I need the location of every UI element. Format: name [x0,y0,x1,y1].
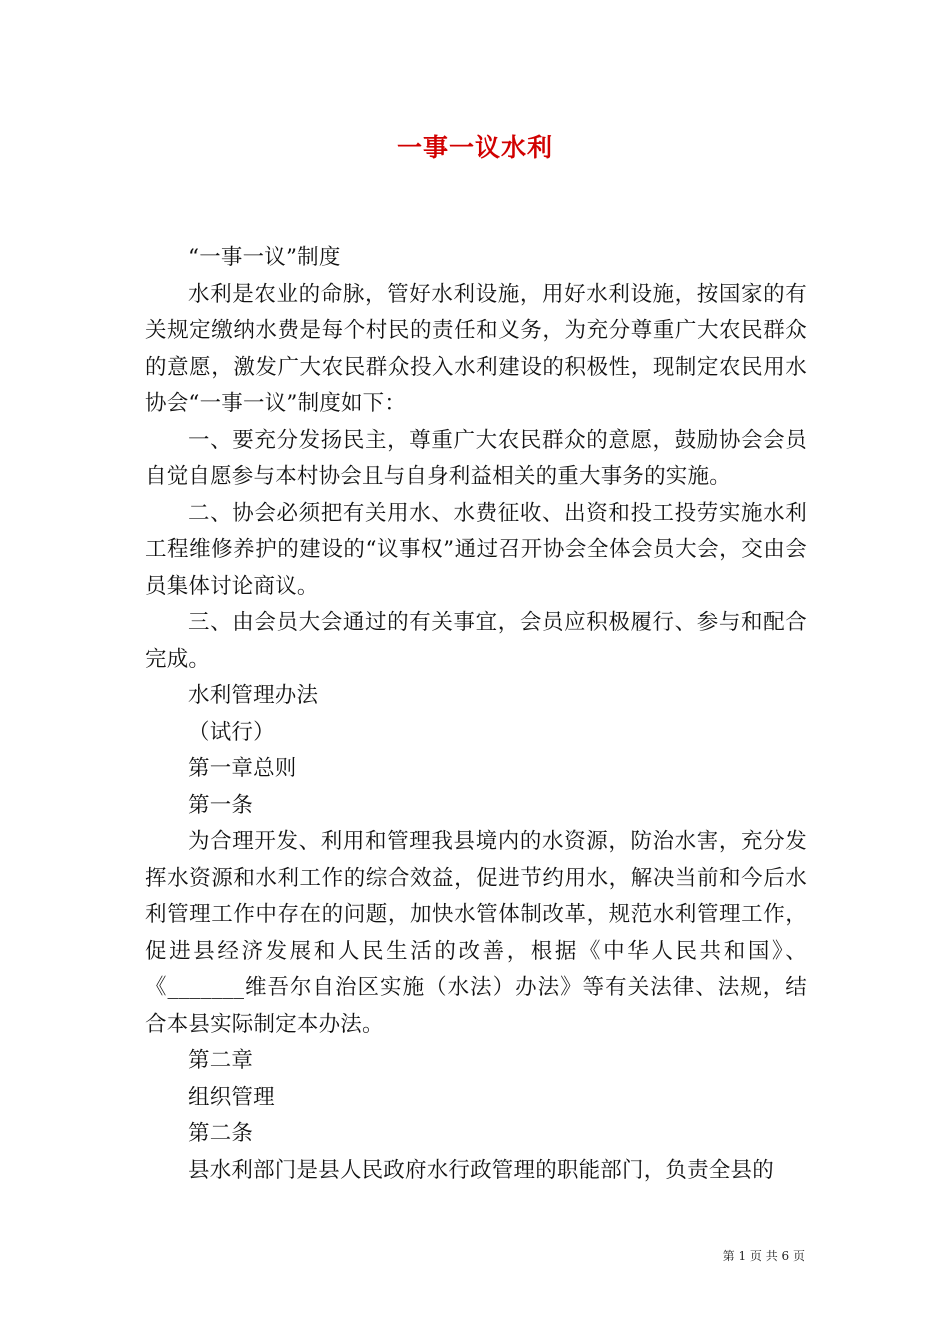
page-number: 第 1 页 共 6 页 [722,1249,805,1263]
document-title: 一事一议水利 [396,133,553,162]
paragraph: 水利管理办法 [188,683,319,708]
paragraph: 第二章 [188,1048,254,1073]
paragraph: 县水利部门是县人民政府水行政管理的职能部门，负责全县的 [188,1157,774,1183]
document-body [145,240,807,1189]
page-footer [0,1248,805,1264]
paragraph: 组织管理 [188,1084,275,1110]
paragraph: （试行） [188,719,275,745]
paragraph: 二、协会必须把有关用水、水费征收、出资和投工投劳实施水利工程维修养护的建设的“议事权”通过召开协会全体会员大会，交由会员集体讨论商议。 [145,500,807,599]
paragraph: 三、由会员大会通过的有关事宜，会员应积极履行、参与和配合完成。 [145,610,807,672]
paragraph: “一事一议”制度 [188,245,341,270]
paragraph: 第二条 [188,1121,254,1146]
paragraph: 一、要充分发扬民主，尊重广大农民群众的意愿，鼓励协会会员自觉自愿参与本村协会且与自身利益相关的重大事务的实施。 [145,427,807,489]
paragraph: 第一章总则 [188,756,297,781]
paragraph: 为合理开发、利用和管理我县境内的水资源，防治水害，充分发挥水资源和水利工作的综合效益，促进节约用水，解决当前和今后水利管理工作中存在的问题，加快水管体制改革，规范水利管理工作，促进县经济发展和人民生活的改善，根据《中华人民共和国》、《_______维吾尔自治区实施（水法）办法》等有关法律、法规，结合本县实际制定本办法。 [145,829,807,1037]
paragraph: 第一条 [188,792,254,818]
paragraph: 水利是农业的命脉，管好水利设施，用好水利设施，按国家的有关规定缴纳水费是每个村民的责任和义务，为充分尊重广大农民群众的意愿，激发广大农民群众投入水利建设的积极性，现制定农民用水协会“一事一议”制度如下： [145,281,807,416]
